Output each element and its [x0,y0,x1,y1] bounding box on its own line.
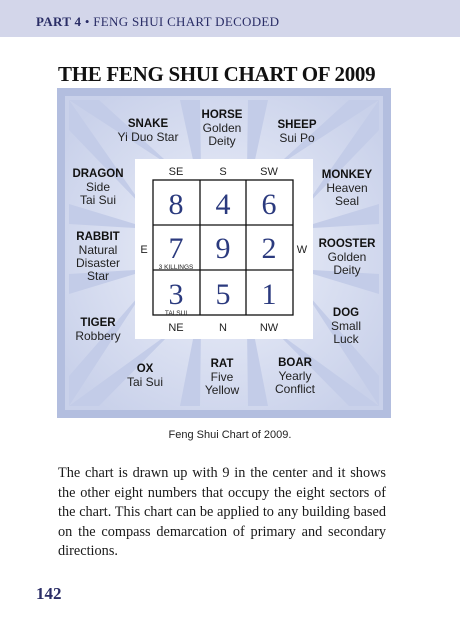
rabbit-name: RABBIT [76,231,120,243]
monkey-name: MONKEY [321,169,373,181]
rat-name: RAT [210,358,234,370]
tiger-name: TIGER [80,317,116,329]
boar-meaning-1: Yearly [278,369,312,383]
note-tai-sui: TAI SUI [164,310,188,317]
star-nw: 1 [261,278,277,311]
star-sw: 6 [261,188,277,221]
page-title: THE FENG SHUI CHART OF 2009 [58,62,376,86]
horse-meaning-2: Deity [208,134,236,148]
rooster-meaning-1: Golden [327,250,367,264]
note-three-killings: 3 KILLINGS [158,264,194,271]
monkey-meaning-2: Seal [334,194,360,208]
chart-caption: Feng Shui Chart of 2009. [168,429,292,441]
dog-meaning-2: Luck [333,332,359,346]
rabbit-meaning-3: Star [86,269,110,283]
direction-ne: NE [168,322,184,334]
direction-n: N [219,322,227,334]
direction-sw: SW [260,166,278,178]
rabbit-meaning-2: Disaster [75,256,121,270]
dog-name: DOG [332,307,360,319]
star-center: 9 [215,232,231,265]
snake-meaning: Yi Duo Star [117,130,179,144]
dragon-name: DRAGON [72,168,124,180]
running-header [36,14,279,30]
star-e: 7 [168,232,184,265]
rooster-meaning-2: Deity [333,263,361,277]
dragon-meaning-2: Tai Sui [79,193,117,207]
boar-name: BOAR [278,357,312,369]
star-ne: 3 [168,278,184,311]
body-paragraph: The chart is drawn up with 9 in the center and it shows the other eight numbers that occupy the eight sectors of the chart. This chart can be applied to any building based on the compass demarcation of primary and secondary directions. [58,465,386,560]
rat-meaning-1: Five [210,370,234,384]
sheep-name: SHEEP [277,119,317,131]
monkey-meaning-1: Heaven [326,181,368,195]
sheep-meaning: Sui Po [279,131,315,145]
boar-meaning-2: Conflict [274,382,316,396]
rat-meaning-2: Yellow [204,383,240,397]
direction-e: E [140,244,148,256]
star-se: 8 [168,188,184,221]
rooster-name: ROOSTER [318,238,376,250]
horse-meaning-1: Golden [202,121,242,135]
direction-w: W [296,244,308,256]
header-separator: • [84,14,90,29]
feng-shui-chart [57,88,391,418]
ox-name: OX [136,363,154,375]
snake-name: SNAKE [127,118,169,130]
dragon-meaning-1: Side [85,180,111,194]
dog-meaning-1: Small [330,319,362,333]
direction-se: SE [168,166,184,178]
rabbit-meaning-1: Natural [78,243,118,257]
star-w: 2 [261,232,277,265]
horse-name: HORSE [201,109,243,121]
page-number: 142 [36,584,62,603]
direction-s: S [219,166,227,178]
header-section: FENG SHUI CHART DECODED [93,14,280,29]
direction-nw: NW [259,322,279,334]
tiger-meaning: Robbery [75,329,121,343]
header-part: PART 4 [36,14,82,29]
star-s: 4 [215,188,231,221]
ox-meaning: Tai Sui [126,375,164,389]
star-n: 5 [215,278,231,311]
